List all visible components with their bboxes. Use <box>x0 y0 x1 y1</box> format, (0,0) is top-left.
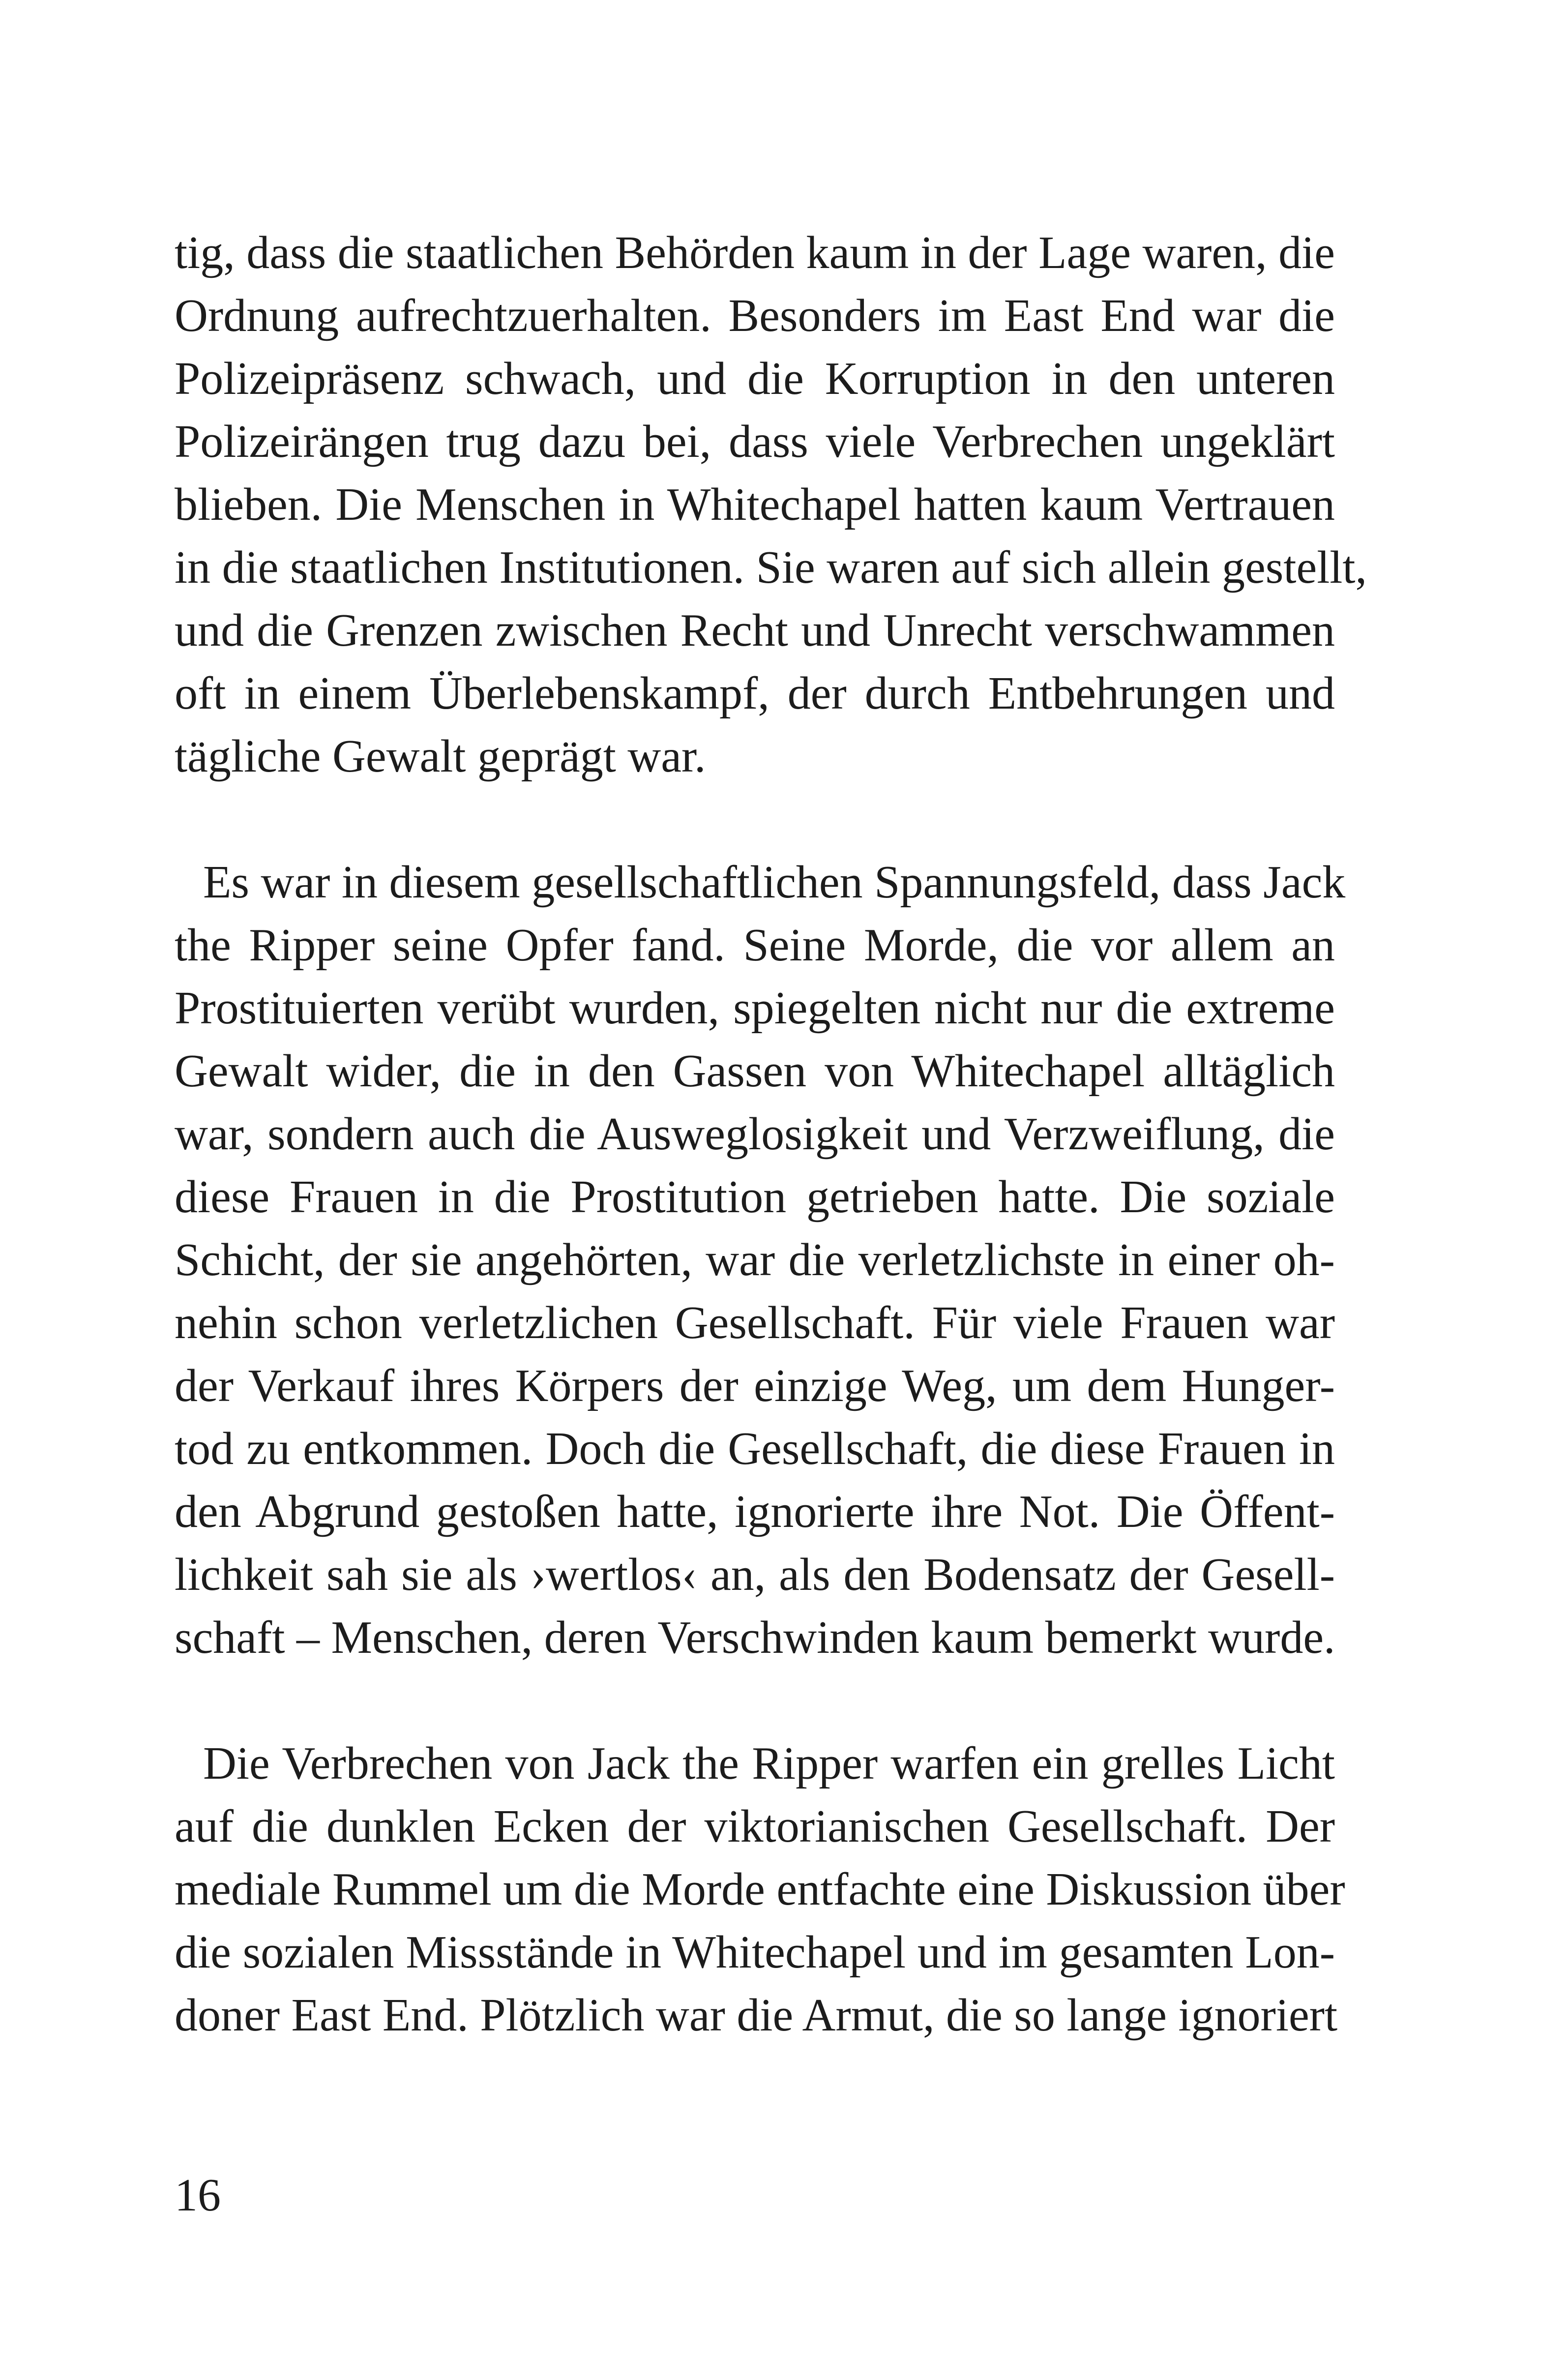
text-line: tig, dass die staatlichen Behörden kaum in der Lage waren, die <box>175 227 1335 278</box>
text-line: lichkeit sah sie als ›wertlos‹ an, als den Bodensatz der Gesell- <box>175 1549 1335 1600</box>
text-line: tägliche Gewalt geprägt war. <box>175 731 706 782</box>
paragraph-1 <box>175 221 1367 788</box>
text-line: der Verkauf ihres Körpers der einzige Weg, um dem Hunger- <box>175 1360 1335 1411</box>
text-line: nehin schon verletzlichen Gesellschaft. Für viele Frauen war <box>175 1297 1335 1348</box>
page-number: 16 <box>175 2170 221 2221</box>
text-line: schaft – Menschen, deren Verschwinden kaum bemerkt wurde. <box>175 1612 1335 1663</box>
text-line: auf die dunklen Ecken der viktorianischen Gesellschaft. Der <box>175 1801 1335 1852</box>
text-line: und die Grenzen zwischen Recht und Unrecht verschwammen <box>175 605 1335 656</box>
text-line: oft in einem Überlebenskampf, der durch Entbehrungen und <box>175 668 1335 719</box>
text-line: Es war in diesem gesellschaftlichen Spannungsfeld, dass Jack <box>203 857 1346 908</box>
text-line: in die staatlichen Institutionen. Sie waren auf sich allein gestellt, <box>175 542 1367 593</box>
text-line: Die Verbrechen von Jack the Ripper warfen ein grelles Licht <box>203 1738 1335 1789</box>
text-line: mediale Rummel um die Morde entfachte eine Diskussion über <box>175 1864 1345 1915</box>
text-line: diese Frauen in die Prostitution getrieben hatte. Die soziale <box>175 1171 1335 1223</box>
text-line: die sozialen Missstände in Whitechapel und im gesamten Lon- <box>175 1927 1335 1978</box>
text-line: Ordnung aufrechtzuerhalten. Besonders im East End war die <box>175 290 1335 341</box>
text-line: Polizeipräsenz schwach, und die Korruption in den unteren <box>175 353 1335 404</box>
text-line: Schicht, der sie angehörten, war die verletzlichste in einer oh- <box>175 1234 1335 1285</box>
text-line: tod zu entkommen. Doch die Gesellschaft, die diese Frauen in <box>175 1423 1335 1474</box>
paragraph-3 <box>175 1732 1345 2047</box>
text-line: doner East End. Plötzlich war die Armut, die so lange ignoriert <box>175 1990 1338 2041</box>
text-line: blieben. Die Menschen in Whitechapel hatten kaum Vertrauen <box>175 479 1335 530</box>
text-line: den Abgrund gestoßen hatte, ignorierte ihre Not. Die Öffent- <box>175 1486 1335 1537</box>
text-line: Polizeirängen trug dazu bei, dass viele Verbrechen ungeklärt <box>175 416 1335 467</box>
text-line: war, sondern auch die Ausweglosigkeit und Verzweiflung, die <box>175 1108 1335 1160</box>
text-line: Gewalt wider, die in den Gassen von Whitechapel alltäglich <box>175 1045 1335 1097</box>
paragraph-spacer <box>175 788 1335 851</box>
text-line: the Ripper seine Opfer fand. Seine Morde, die vor allem an <box>175 920 1335 971</box>
paragraph-2 <box>175 851 1346 1669</box>
paragraph-spacer <box>175 1669 1335 1732</box>
text-line: Prostituierten verübt wurden, spiegelten nicht nur die extreme <box>175 983 1335 1034</box>
body-text <box>175 221 1367 2047</box>
